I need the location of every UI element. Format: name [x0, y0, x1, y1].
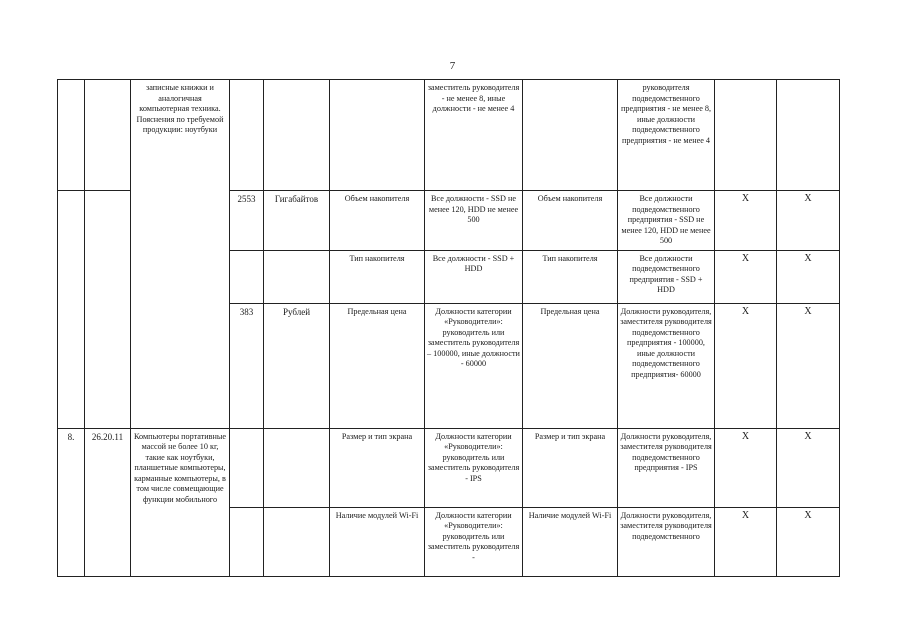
okei-code-cell	[230, 428, 264, 507]
unit-cell	[264, 507, 330, 576]
characteristic-cell	[330, 80, 425, 191]
characteristic-cell	[523, 80, 618, 191]
page-number: 7	[449, 60, 456, 72]
value-cell	[618, 507, 715, 576]
value-cell: Все должности подведомственного предприятия - SSD + HDD	[618, 250, 715, 303]
characteristic-cell: Предельная цена	[523, 303, 618, 428]
okei-code-cell	[230, 250, 264, 303]
mark-cell	[715, 80, 777, 191]
okpd-code-cell: 26.20.11	[85, 428, 131, 576]
mark-cell: X	[777, 507, 840, 576]
table-row	[58, 428, 840, 507]
characteristic-text: Наличие модулей Wi-Fi	[335, 510, 419, 520]
value-cell: Все должности - SSD не менее 120, HDD не менее 500	[425, 191, 523, 251]
okei-code-cell	[230, 80, 264, 191]
value-cell: руководителя подведомственного предприятия - не менее 8, иные должности подведомственного предприятия - не менее 4	[618, 80, 715, 191]
characteristic-cell	[523, 507, 618, 576]
characteristic-cell: Тип накопителя	[330, 250, 425, 303]
characteristic-cell: Объем накопителя	[523, 191, 618, 251]
mark-cell: X	[777, 250, 840, 303]
mark-cell: X	[777, 303, 840, 428]
requirements-table	[57, 79, 840, 577]
okpd-code-cell	[85, 80, 131, 191]
okei-code-cell: 2553	[230, 191, 264, 251]
characteristic-cell: Объем накопителя	[330, 191, 425, 251]
row-number-cell	[58, 191, 85, 429]
value-cell: Должности категории «Руководители»: руководитель или заместитель руководителя – 100000, иные должности - 60000	[425, 303, 523, 428]
unit-cell	[264, 428, 330, 507]
row-number-cell	[58, 80, 85, 191]
value-cell: Все должности подведомственного предприятия - SSD не менее 120, HDD не менее 500	[618, 191, 715, 251]
unit-cell	[264, 250, 330, 303]
mark-cell: X	[715, 250, 777, 303]
product-name-cell: записные книжки и аналогичная компьютерная техника. Пояснения по требуемой продукции: ноутбуки	[131, 80, 230, 429]
value-cell: Все должности - SSD + HDD	[425, 250, 523, 303]
characteristic-cell: Предельная цена	[330, 303, 425, 428]
value-cell: Должности руководителя, заместителя руководителя подведомственного предприятия - IPS	[618, 428, 715, 507]
row-number-cell: 8.	[58, 428, 85, 576]
unit-cell	[264, 80, 330, 191]
characteristic-cell: Размер и тип экрана	[330, 428, 425, 507]
mark-cell: X	[715, 428, 777, 507]
mark-cell: X	[715, 191, 777, 251]
characteristic-cell: Размер и тип экрана	[523, 428, 618, 507]
okei-code-cell	[230, 507, 264, 576]
okpd-code-cell	[85, 191, 131, 429]
value-cell	[425, 507, 523, 576]
characteristic-cell: Тип накопителя	[523, 250, 618, 303]
characteristic-text: Наличие модулей Wi-Fi	[528, 510, 612, 520]
value-cell: заместитель руководителя - не менее 8, иные должности - не менее 4	[425, 80, 523, 191]
value-cell: Должности руководителя, заместителя руководителя подведомственного предприятия - 100000, иные должности подведомственного предприятия- 60000	[618, 303, 715, 428]
mark-cell: X	[715, 303, 777, 428]
product-name-cell: Компьютеры портативные массой не более 10 кг, такие как ноутбуки, планшетные компьютеры, карманные компьютеры, в том числе совмещающие функции мобильного	[131, 428, 230, 576]
mark-cell: X	[777, 191, 840, 251]
mark-cell: X	[715, 507, 777, 576]
value-text: Должности категории «Руководители»: руководитель или заместитель руководителя -	[427, 510, 520, 562]
mark-cell: X	[777, 428, 840, 507]
characteristic-cell	[330, 507, 425, 576]
value-cell: Должности категории «Руководители»: руководитель или заместитель руководителя - IPS	[425, 428, 523, 507]
unit-cell: Гигабайтов	[264, 191, 330, 251]
table-row	[58, 80, 840, 191]
okei-code-cell: 383	[230, 303, 264, 428]
mark-cell	[777, 80, 840, 191]
unit-cell: Рублей	[264, 303, 330, 428]
value-text: Должности руководителя, заместителя руководителя подведомственного	[620, 510, 712, 541]
